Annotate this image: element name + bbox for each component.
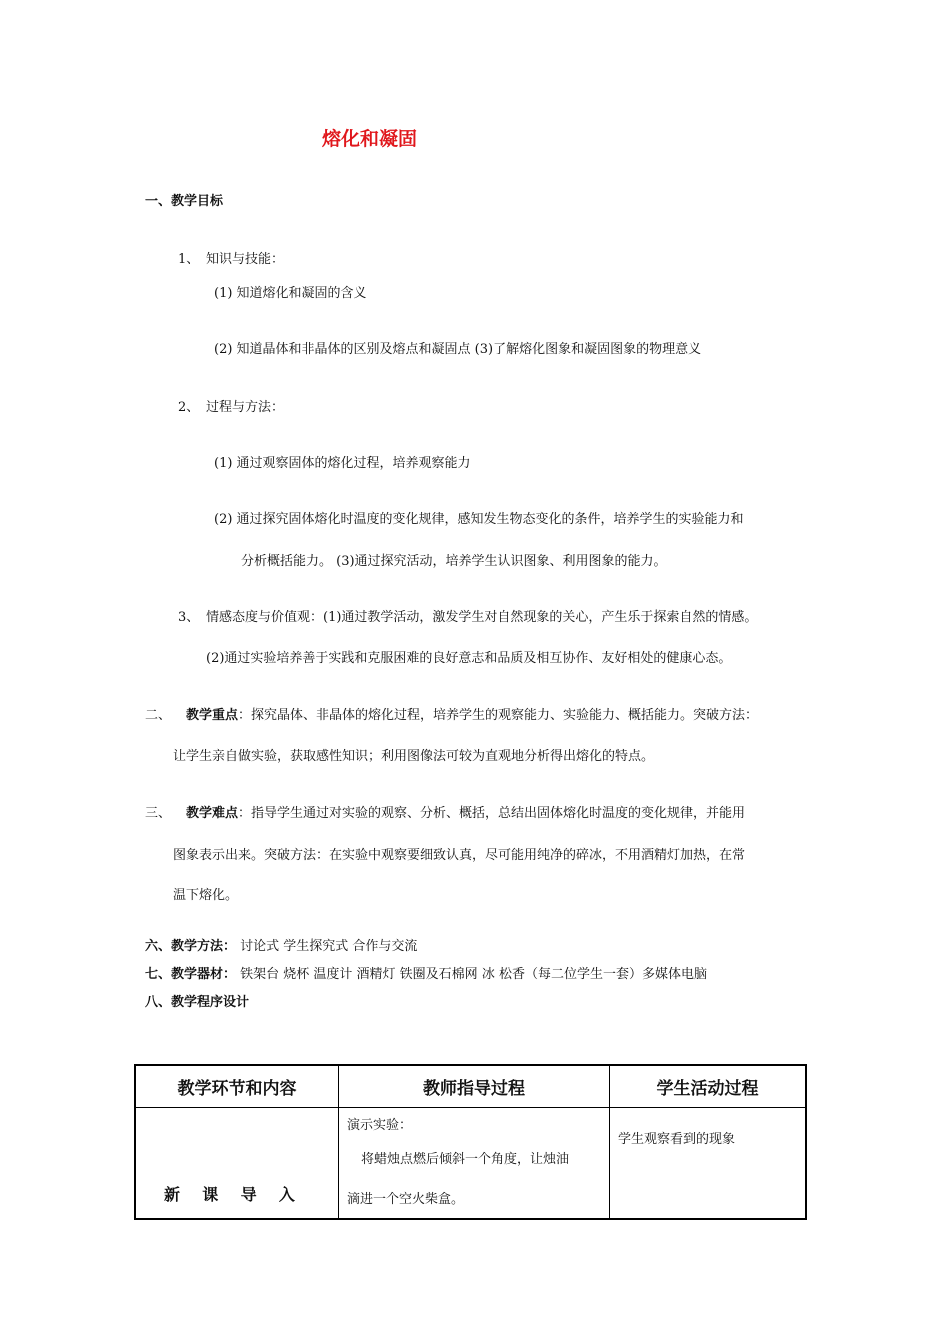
table-header-stage: 教学环节和内容 — [135, 1065, 339, 1108]
section-difficulties — [186, 802, 745, 821]
table-header-teacher: 教师指导过程 — [339, 1065, 610, 1108]
objective-1-label: 1、 — [178, 252, 200, 267]
methods-text: 讨论式 学生探究式 合作与交流 — [240, 939, 418, 954]
difficulties-cont-1: 图象表示出来。突破方法：在实验中观察要细致认真，尽可能用纯净的碎冰，不用酒精灯加热，在常 — [173, 848, 746, 863]
teacher-line-2: 将蜡烛点燃后倾斜一个角度，让烛油 — [361, 1152, 570, 1167]
section-procedure-heading: 八、教学程序设计 — [145, 995, 250, 1010]
section-methods — [145, 935, 417, 954]
difficulties-label: 教学难点 — [186, 806, 239, 821]
table-header-row — [135, 1065, 806, 1108]
page-title: 熔化和凝固 — [322, 128, 418, 150]
section-equipment — [145, 963, 707, 982]
objective-1-text: 知识与技能： — [206, 252, 285, 267]
student-text: 学生观察看到的现象 — [618, 1132, 736, 1147]
stage-text: 新 课 导 入 — [164, 1185, 295, 1204]
teacher-cell — [339, 1108, 610, 1220]
equipment-label: 七、教学器材： — [145, 967, 237, 982]
difficulties-cont-2: 温下熔化。 — [173, 888, 239, 903]
objective-2-sub-2: (2) 通过探究固体熔化时温度的变化规律，感知发生物态变化的条件，培养学生的实验能力和 — [214, 512, 744, 527]
objective-2-label: 2、 — [178, 400, 200, 415]
objective-1-sub-1: (1) 知道熔化和凝固的含义 — [214, 286, 367, 301]
section-key-points-num: 二、 — [145, 708, 172, 723]
table-header-student: 学生活动过程 — [610, 1065, 807, 1108]
section-heading-objectives: 一、教学目标 — [145, 194, 224, 209]
difficulties-text: ：指导学生通过对实验的观察、分析、概括，总结出固体熔化时温度的变化规律，并能用 — [238, 806, 746, 821]
section-difficulties-num: 三、 — [145, 806, 172, 821]
table-row — [135, 1108, 806, 1220]
procedure-table — [134, 1064, 807, 1220]
stage-cell — [135, 1108, 339, 1220]
objective-3-label: 3、 — [178, 610, 200, 625]
key-points-text: ：探究晶体、非晶体的熔化过程，培养学生的观察能力、实验能力、概括能力。突破方法： — [238, 708, 759, 723]
section-key-points — [186, 704, 758, 723]
teacher-line-3: 滴进一个空火柴盒。 — [347, 1192, 465, 1207]
objective-1-sub-2: (2) 知道晶体和非晶体的区别及熔点和凝固点 (3)了解熔化图象和凝固图象的物理意义 — [214, 342, 702, 357]
key-points-label: 教学重点 — [186, 708, 239, 723]
student-cell — [610, 1108, 807, 1220]
equipment-text: 铁架台 烧杯 温度计 酒精灯 铁圈及石棉网 冰 松香（每二位学生一套）多媒体电脑 — [240, 967, 707, 982]
objective-3-cont: (2)通过实验培养善于实践和克服困难的良好意志和品质及相互协作、友好相处的健康心态。 — [206, 651, 732, 666]
key-points-cont: 让学生亲自做实验，获取感性知识；利用图像法可较为直观地分析得出熔化的特点。 — [173, 749, 655, 764]
methods-label: 六、教学方法： — [145, 939, 237, 954]
objective-3-text: 情感态度与价值观：(1)通过教学活动，激发学生对自然现象的关心，产生乐于探索自然的情感。 — [206, 610, 758, 625]
objective-2-sub-2-cont: 分析概括能力。 (3)通过探究活动，培养学生认识图象、利用图象的能力。 — [241, 554, 667, 569]
objective-2-sub-1: (1) 通过观察固体的熔化过程，培养观察能力 — [214, 456, 471, 471]
objective-2-text: 过程与方法： — [206, 400, 285, 415]
teacher-line-1: 演示实验： — [347, 1118, 413, 1133]
